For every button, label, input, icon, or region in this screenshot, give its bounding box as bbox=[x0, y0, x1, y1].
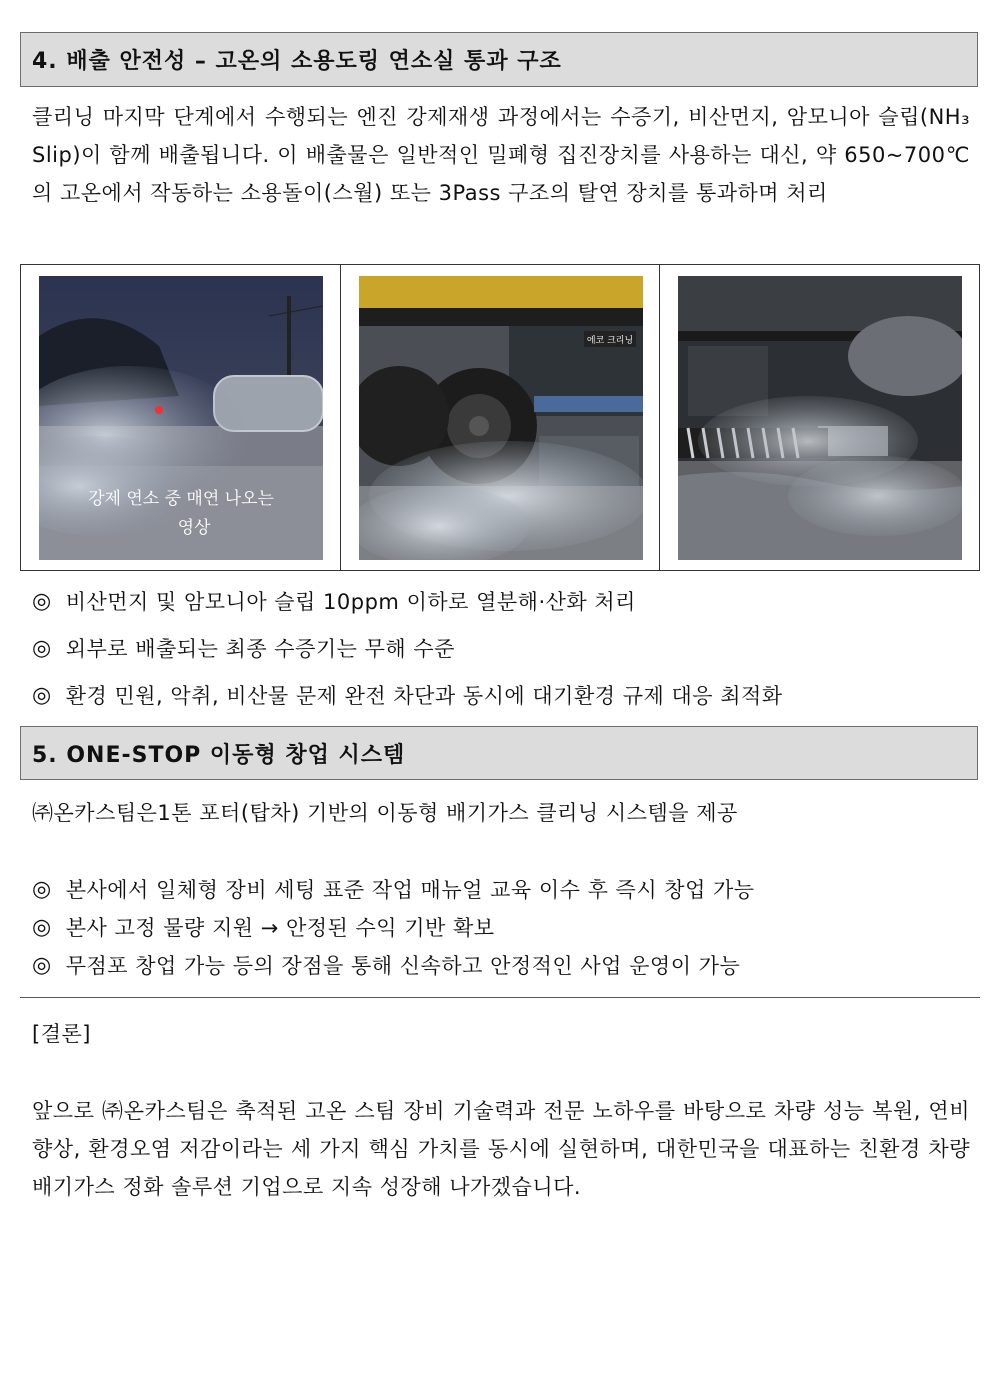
bullet-text: 본사에서 일체형 장비 세팅 표준 작업 매뉴얼 교육 이수 후 즉시 창업 가능 bbox=[65, 878, 755, 902]
bullet-text: 본사 고정 물량 지원 → 안정된 수익 기반 확보 bbox=[65, 916, 495, 940]
photo-1-caption-line1: 강제 연소 중 매연 나오는 bbox=[88, 489, 274, 509]
section-5-bullet-1 bbox=[32, 872, 755, 906]
truck-exhaust-photo bbox=[359, 276, 643, 560]
section-4-title bbox=[20, 32, 978, 87]
section-4-bullet-3 bbox=[32, 678, 783, 712]
photo-cell-2 bbox=[341, 265, 661, 570]
bullet-text: 환경 민원, 악취, 비산물 문제 완전 차단과 동시에 대기환경 규제 대응 최적화 bbox=[65, 684, 783, 708]
bullet-mark: ◎ bbox=[32, 876, 52, 902]
section-4-bullet-2 bbox=[32, 631, 455, 665]
bullet-text: 외부로 배출되는 최종 수증기는 무해 수준 bbox=[65, 637, 455, 661]
photo-cell-3 bbox=[660, 265, 979, 570]
truck-sign-text: 에코 크리닝 bbox=[586, 336, 633, 346]
conclusion-label-text: [결론] bbox=[32, 1022, 91, 1046]
photo-cell-1 bbox=[21, 265, 341, 570]
bullet-mark: ◎ bbox=[32, 952, 52, 978]
section-5-title bbox=[20, 726, 978, 780]
section-5-title-text: 5. ONE-STOP 이동형 창업 시스템 bbox=[32, 742, 406, 768]
photo-table bbox=[20, 264, 980, 571]
section-4-title-text: 4. 배출 안전성 – 고온의 소용도링 연소실 통과 구조 bbox=[32, 49, 562, 74]
section-4-paragraph: 클리닝 마지막 단계에서 수행되는 엔진 강제재생 과정에서는 수증기, 비산먼지, 암모니아 슬립(NH₃ Slip)이 함께 배출됩니다. 이 배출물은 일반적인 밀폐형 집진장치를 사용하는 대신, 약 650~700℃의 고온에서 작동하는 소용돌이(스월) 또는 3Pass 구조의 탈연 장치를 통과하며 처리 bbox=[32, 105, 970, 205]
section-5-bullet-3 bbox=[32, 948, 740, 982]
section-4-bullet-1 bbox=[32, 584, 636, 618]
section-divider bbox=[20, 997, 980, 998]
road-exhaust-photo bbox=[39, 276, 323, 560]
section-5-bullet-2 bbox=[32, 910, 495, 944]
photo-1-caption-line2: 영상 bbox=[177, 518, 211, 538]
section-5-intro-text: ㈜온카스팀은1톤 포터(탑차) 기반의 이동형 배기가스 클리닝 시스템을 제공 bbox=[32, 801, 738, 825]
bullet-text: 무점포 창업 가능 등의 장점을 통해 신속하고 안정적인 사업 운영이 가능 bbox=[65, 954, 741, 978]
bullet-mark: ◎ bbox=[32, 914, 52, 940]
underbody-exhaust-photo bbox=[678, 276, 962, 560]
conclusion-label bbox=[32, 1016, 91, 1050]
bullet-text: 비산먼지 및 암모니아 슬립 10ppm 이하로 열분해·산화 처리 bbox=[65, 590, 636, 614]
conclusion-paragraph: 앞으로 ㈜온카스팀은 축적된 고온 스팀 장비 기술력과 전문 노하우를 바탕으로 차량 성능 복원, 연비 향상, 환경오염 저감이라는 세 가지 핵심 가치를 동시에 실현하며, 대한민국을 대표하는 친환경 차량 배기가스 정화 솔루션 기업으로 지속 성장해 나가겠습니다. bbox=[32, 1099, 970, 1199]
bullet-mark: ◎ bbox=[32, 635, 52, 661]
bullet-mark: ◎ bbox=[32, 682, 52, 708]
section-5-intro bbox=[32, 795, 738, 829]
bullet-mark: ◎ bbox=[32, 588, 52, 614]
